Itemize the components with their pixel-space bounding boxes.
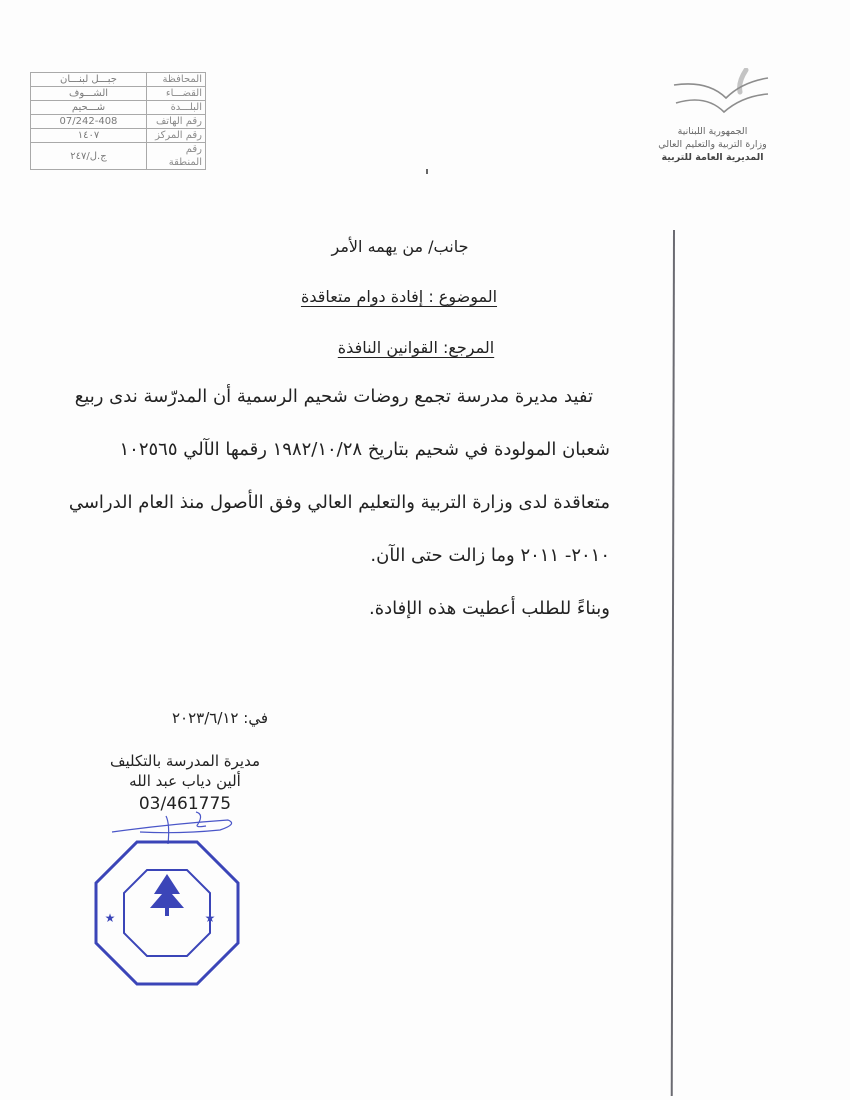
vertical-rule <box>671 230 675 1096</box>
body-line: شعبان المولودة في شحيم بتاريخ ١٩٨٢/١٠/٢٨ رقمها الآلي ١٠٢٥٦٥ <box>119 439 610 460</box>
info-value: ج.ل/٢٤٧ <box>31 143 147 170</box>
signatory-title: مديرة المدرسة بالتكليف <box>109 752 261 770</box>
issue-date: في: ٢٠٢٣/٦/١٢ <box>171 709 268 727</box>
table-row <box>31 115 206 129</box>
official-school-stamp-icon <box>92 838 242 988</box>
table-row <box>31 143 206 170</box>
body-line: متعاقدة لدى وزارة التربية والتعليم العالي وفق الأصول منذ العام الدراسي <box>68 492 610 513</box>
info-label: القضـــاء <box>147 87 206 101</box>
svg-text:★: ★ <box>104 911 116 925</box>
info-label: رقم الهاتف <box>147 115 206 129</box>
letter-addressee: جانب/ من يهمه الأمر <box>331 237 469 256</box>
letter-reference <box>250 338 582 357</box>
info-value: ١٤٠٧ <box>31 129 147 143</box>
letterhead-ministry: وزارة التربية والتعليم العالي <box>658 139 767 150</box>
info-label: رقم المركز <box>147 129 206 143</box>
info-value: شـــحيم <box>31 101 147 115</box>
signatory-phone: 03/461775 <box>138 794 232 814</box>
body-line: وبناءً للطلب أعطيت هذه الإفادة. <box>368 598 610 619</box>
body-line: تفيد مديرة مدرسة تجمع روضات شحيم الرسمية أن المدرّسة ندى ربيع <box>74 386 593 407</box>
info-value: جبـــل لبنـــان <box>31 73 147 87</box>
body-line: ٢٠١٠- ٢٠١١ وما زالت حتى الآن. <box>370 545 610 566</box>
svg-text:★: ★ <box>204 911 216 925</box>
letterhead <box>640 125 785 164</box>
school-info-table <box>30 72 206 170</box>
info-label: البلـــدة <box>147 101 206 115</box>
ministry-book-logo-icon <box>668 68 772 118</box>
letter-subject-text: الموضوع : إفادة دوام متعاقدة <box>300 287 498 306</box>
scan-speck <box>426 169 428 174</box>
table-row <box>31 73 206 87</box>
signatory-name: ألين دياب عبد الله <box>129 772 241 790</box>
info-label: رقم المنطقة <box>147 143 206 170</box>
letterhead-directorate: المديرية العامة للتربية <box>661 152 764 163</box>
info-value: 07/242-408 <box>31 115 147 129</box>
info-value: الشـــوف <box>31 87 147 101</box>
letterhead-republic: الجمهورية اللبنانية <box>677 126 748 137</box>
info-label: المحافظة <box>147 73 206 87</box>
table-row <box>31 101 206 115</box>
table-row <box>31 87 206 101</box>
letter-reference-text: المرجع: القوانين النافذة <box>337 338 495 357</box>
letter-subject <box>250 287 548 306</box>
table-row <box>31 129 206 143</box>
